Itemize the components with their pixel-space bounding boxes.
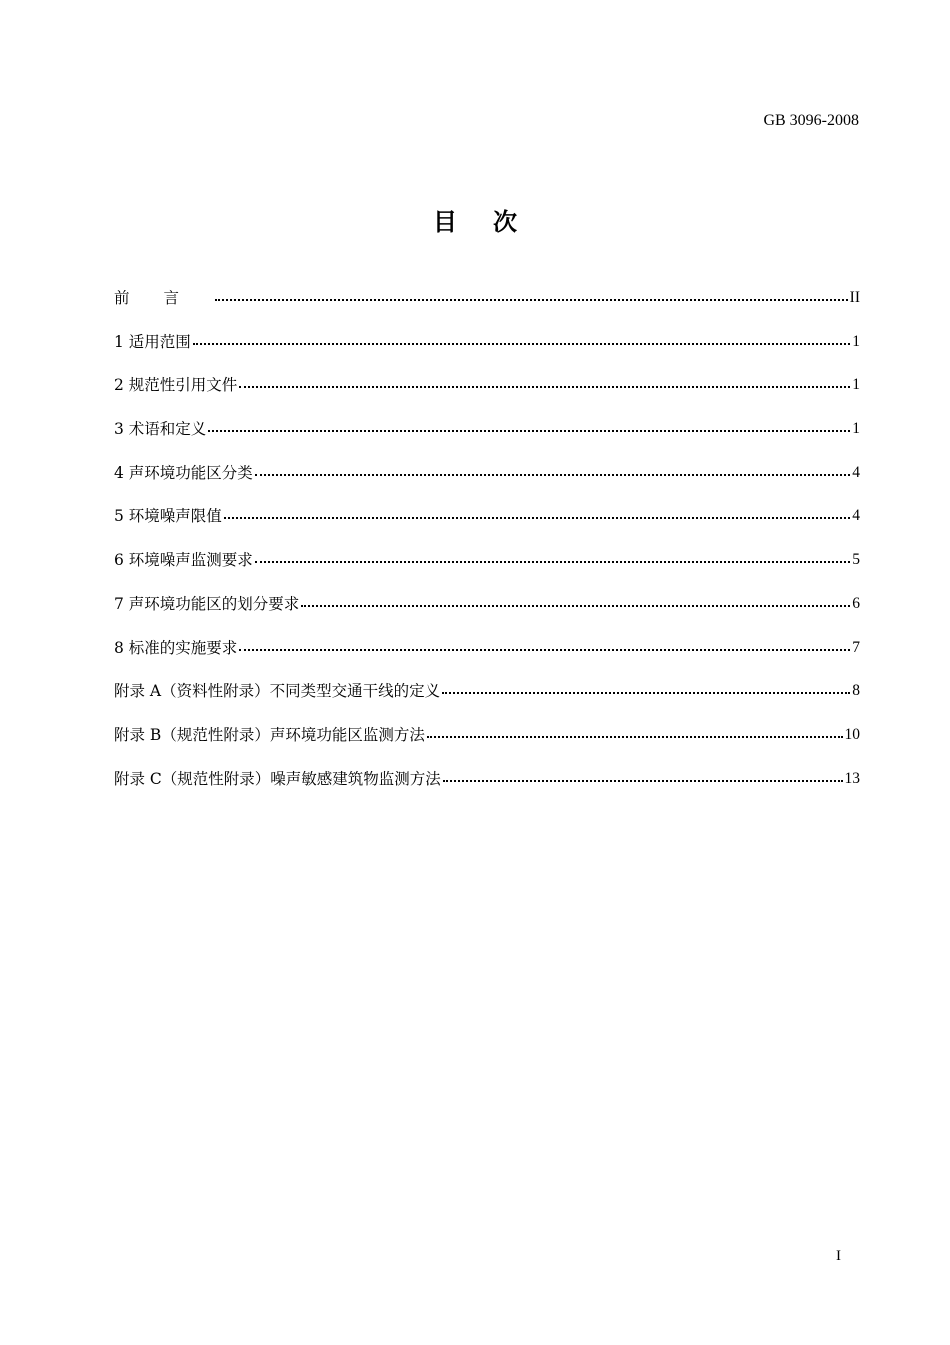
toc-entry-page: II <box>849 289 860 306</box>
toc-entry-label: 3 术语和定义 <box>114 420 207 439</box>
toc-entry-appendix-c[interactable] <box>114 767 860 811</box>
toc-entry-label: 1 适用范围 <box>114 332 191 351</box>
toc-leader-dots <box>191 330 852 354</box>
toc-leader-dots <box>237 636 852 660</box>
toc-leader-dots <box>253 548 852 572</box>
toc-entry-page: 1 <box>852 332 860 350</box>
toc-entry-page: 4 <box>852 507 860 525</box>
toc-leader-dots <box>299 592 852 616</box>
toc-entry[interactable] <box>114 636 860 680</box>
toc-entry-page: 10 <box>844 725 860 743</box>
toc-entry-label: 前言 <box>114 289 214 307</box>
toc-entry-page: 1 <box>852 376 860 394</box>
toc-entry[interactable] <box>114 373 860 417</box>
toc-leader-dots <box>441 767 845 791</box>
toc-entry-foreword[interactable] <box>114 286 860 330</box>
toc-entry[interactable] <box>114 504 860 548</box>
page-title-part-2: 次 <box>493 208 517 236</box>
toc-entry-page: 8 <box>852 682 860 700</box>
toc-leader-dots <box>222 504 852 528</box>
toc-entry-label: 8 标准的实施要求 <box>114 638 238 657</box>
toc-entry[interactable] <box>114 592 860 636</box>
toc-entry-page: 5 <box>852 551 860 569</box>
table-of-contents <box>114 286 860 810</box>
toc-entry-appendix-b[interactable] <box>114 723 860 767</box>
toc-entry[interactable] <box>114 461 860 505</box>
page-number: I <box>836 1248 841 1264</box>
toc-leader-dots <box>425 723 845 747</box>
toc-entry-page: 6 <box>852 594 860 612</box>
toc-entry-page: 13 <box>844 769 860 787</box>
toc-entry-label: 附录 C（规范性附录）噪声敏感建筑物监测方法 <box>114 769 441 788</box>
toc-leader-dots <box>206 417 852 441</box>
toc-entry-page: 1 <box>852 420 860 438</box>
toc-entry-page: 7 <box>852 638 860 656</box>
toc-entry-label: 7 声环境功能区的划分要求 <box>114 594 300 613</box>
page-title <box>0 202 950 237</box>
toc-leader-dots <box>440 679 852 703</box>
toc-leader-dots <box>213 286 850 310</box>
toc-entry-label: 2 规范性引用文件 <box>114 376 238 395</box>
page-title-part-1: 目 <box>433 208 457 236</box>
toc-leader-dots <box>237 373 852 397</box>
toc-entry-label: 6 环境噪声监测要求 <box>114 551 253 570</box>
toc-entry-label: 附录 B（规范性附录）声环境功能区监测方法 <box>114 725 425 744</box>
toc-entry-label: 附录 A（资料性附录）不同类型交通干线的定义 <box>114 682 441 701</box>
toc-entry-label: 5 环境噪声限值 <box>114 507 222 526</box>
toc-leader-dots <box>253 461 852 485</box>
toc-entry-page: 4 <box>852 463 860 481</box>
toc-entry[interactable] <box>114 548 860 592</box>
toc-entry[interactable] <box>114 417 860 461</box>
toc-entry[interactable] <box>114 330 860 374</box>
document-code: GB 3096-2008 <box>763 112 859 129</box>
toc-entry-appendix-a[interactable] <box>114 679 860 723</box>
toc-entry-label: 4 声环境功能区分类 <box>114 463 253 482</box>
